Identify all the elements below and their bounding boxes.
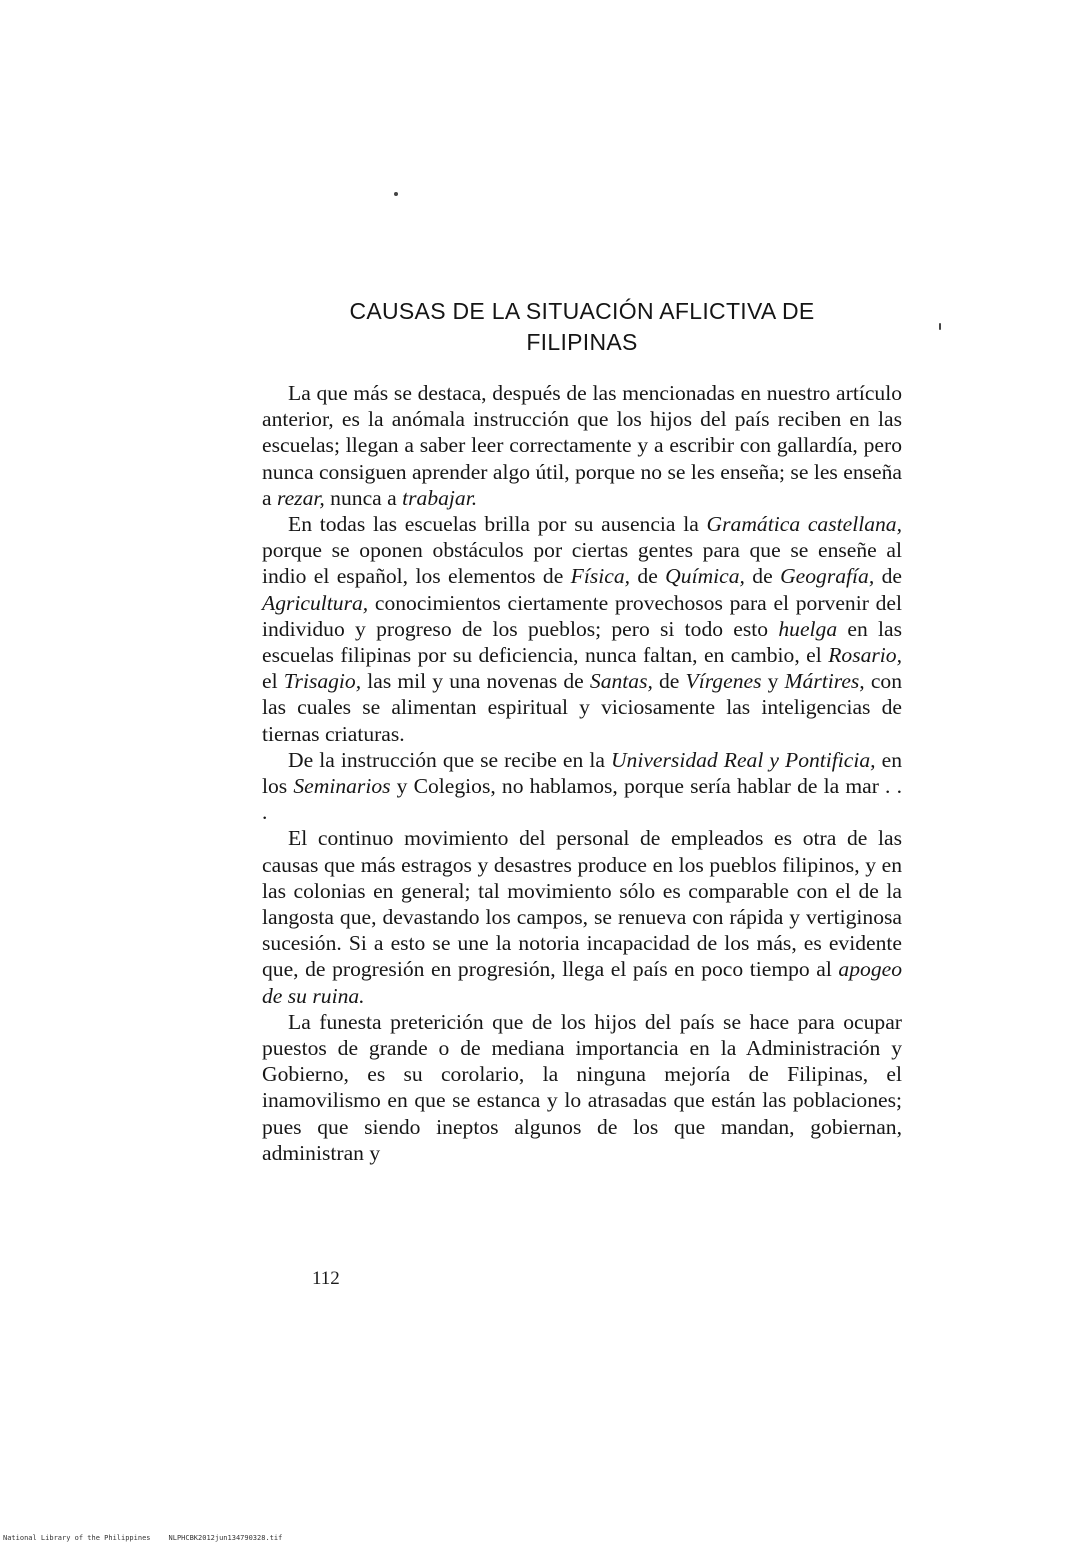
page-number: 112	[312, 1268, 340, 1289]
italic-run: apogeo de su ruina.	[262, 957, 902, 1008]
text-run: El continuo movimiento del personal de empleados es otra de las causas que más estragos y desastres produce en los pueblos filipinos, y en las colonias en general; tal movimiento sólo es comparable con el de la langosta que, devastando los campos, se renueva con rápida y vertiginosa sucesión. Si a esto se une la notoria incapacidad de los más, es evidente que, de progresión en progresión, llega el país en poco tiempo al	[262, 826, 902, 982]
italic-run: Rosario,	[828, 643, 902, 668]
article-body	[262, 380, 902, 1166]
paragraph-5	[262, 1009, 902, 1166]
text-run: de	[744, 564, 781, 589]
text-run: en las escuelas filipinas por su deficiencia, nunca faltan, en cambio, el	[262, 616, 902, 668]
paragraph-3	[262, 747, 902, 826]
text-run: porque se oponen obstáculos por ciertas gentes para que se enseñe al indio el español, los elementos de	[262, 538, 902, 589]
italic-run: Universidad Real y Pontificia,	[610, 747, 876, 772]
text-run: de	[630, 564, 666, 589]
text-run: en los	[262, 747, 902, 799]
italic-run: Santas,	[589, 669, 653, 694]
title-line-2: FILIPINAS	[526, 329, 638, 355]
article-title	[262, 296, 902, 358]
paragraph-1	[262, 380, 902, 511]
italic-run: trabajar.	[402, 485, 478, 510]
text-run: con las cuales se alimentan espiritual y viciosamente las inteligencias de tiernas criaturas.	[262, 669, 903, 746]
text-run: de	[874, 564, 902, 589]
italic-run: Gramática castellana,	[706, 512, 902, 537]
italic-run: Seminarios	[293, 774, 391, 799]
italic-run: huelga	[778, 616, 838, 641]
text-run: nunca a	[324, 485, 403, 510]
text-run: conocimientos ciertamente provechosos para el porvenir del individuo y progreso de los pueblos; pero si todo esto	[262, 590, 902, 641]
footer-library: National Library of the Philippines	[3, 1534, 151, 1542]
italic-run: Mártires,	[784, 669, 865, 694]
italic-run: Química,	[665, 564, 745, 589]
paragraph-4	[262, 825, 902, 1008]
footer-scan-id: NLPHCBK2012jun134790328.tif	[168, 1534, 283, 1542]
title-line-1: CAUSAS DE LA SITUACIÓN AFLICTIVA DE	[349, 298, 815, 324]
text-run: de	[652, 669, 686, 694]
text-run: La funesta preterición que de los hijos del país se hace para ocupar puestos de grande o de mediana importancia en la Administración y Gobierno, es su corolario, la ninguna mejoría de Filipinas, el inamovilismo en que se estanca y lo atrasadas que están las poblaciones; pues que siendo ineptos algunos de los que mandan, gobiernan, administran y	[262, 1009, 902, 1165]
scan-footer-stamp	[3, 1534, 282, 1542]
italic-run: rezar,	[276, 485, 325, 510]
text-run: En todas las escuelas brilla por su ausencia la	[288, 512, 707, 537]
text-run: el	[262, 669, 284, 694]
scan-speck	[939, 323, 941, 330]
scan-speck	[394, 192, 398, 196]
text-run: y	[761, 669, 785, 694]
text-run: las mil y una novenas de	[361, 669, 590, 694]
paragraph-2	[262, 511, 902, 747]
italic-run: Agricultura,	[262, 590, 369, 615]
text-run: De la instrucción que se recibe en la	[288, 747, 611, 772]
text-run: y Colegios, no hablamos, porque sería hablar de la mar . . .	[262, 774, 902, 825]
italic-run: Geografía,	[780, 564, 875, 589]
text-run: La que más se destaca, después de las mencionadas en nuestro artículo anterior, es la anómala instrucción que los hijos del país reciben en las escuelas; llegan a saber leer correctamente y a escribir con gallardía, pero nunca consiguen aprender algo útil, porque no se les enseña; se les enseña a	[262, 381, 902, 510]
italic-run: Física,	[570, 564, 631, 589]
italic-run: Vírgenes	[685, 669, 762, 694]
italic-run: Trisagio,	[283, 669, 362, 694]
